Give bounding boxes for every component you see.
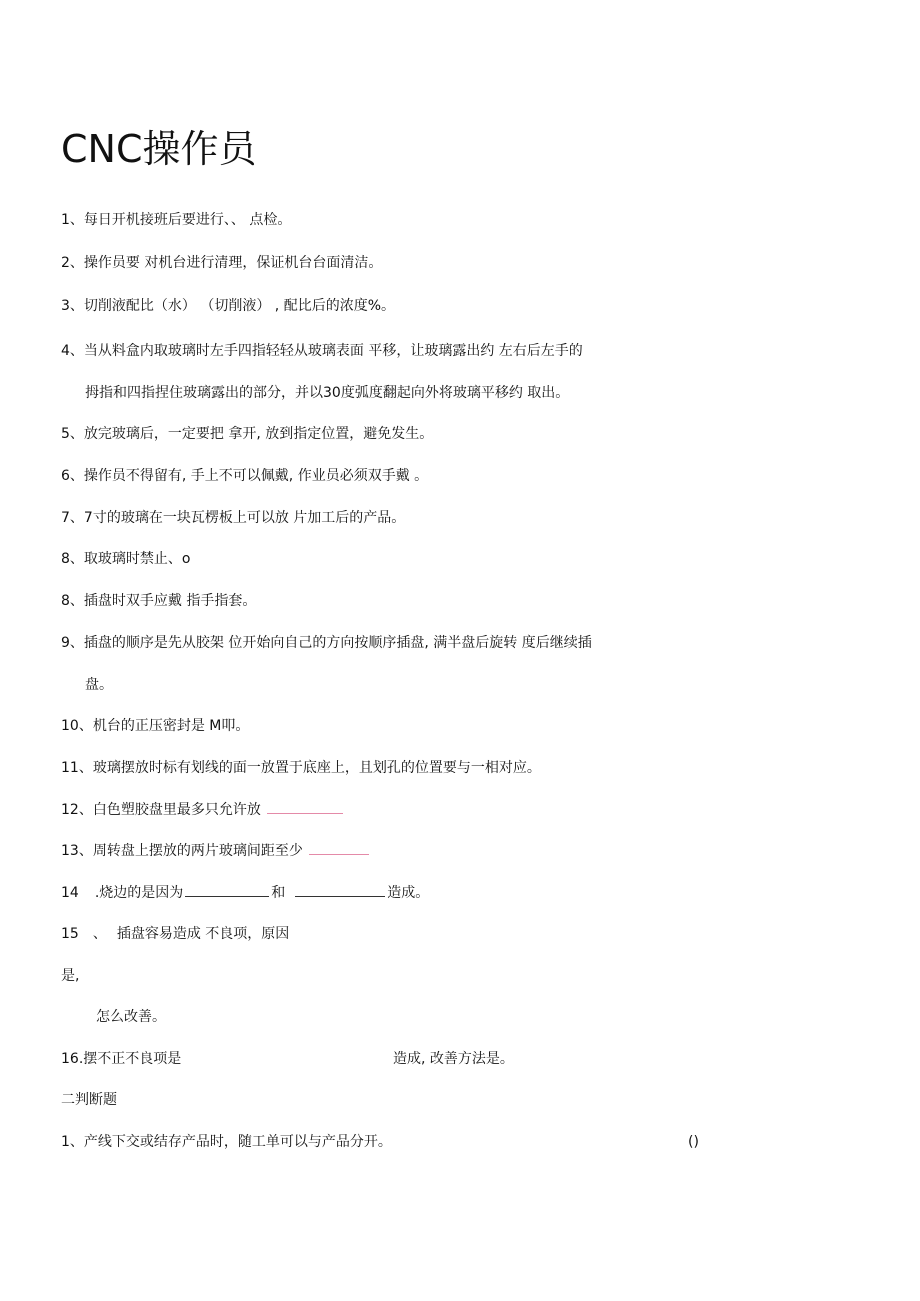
question-15-line-3: 怎么改善。 [96,1009,166,1025]
question-13 [61,842,371,860]
question-15-line-2: 是, [61,968,80,984]
question-1: 1、每日开机接班后要进行、、 点检。 [61,212,292,228]
question-14-end: 造成。 [387,885,430,901]
question-15-text: 插盘容易造成 不良项，原因 [116,926,290,942]
answer-blank[interactable] [267,812,343,814]
answer-blank[interactable] [295,895,385,897]
question-4-line-2: 拇指和四指捏住玻璃露出的部分，并以30度弧度翻起向外将玻璃平移约 取出。 [85,385,570,401]
question-14-text: .烧边的是因为 [94,885,184,901]
question-4-line-1: 4、当从料盒内取玻璃时左手四指轻轻从玻璃表面 平移，让玻璃露出约 左右后左手的 [61,343,583,359]
question-9-line-1: 9、插盘的顺序是先从胶架 位开始向自己的方向按顺序插盘, 满半盘后旋转 度后继续插 [61,635,592,651]
answer-blank[interactable] [185,895,269,897]
section-heading-judgment: 二判断题 [61,1092,117,1108]
question-11: 11、玻璃摆放时标有划线的面一放置于底座上，且划孔的位置要与一相对应。 [61,760,541,776]
question-15-separator: 、 [92,926,107,942]
answer-blank[interactable] [309,853,369,855]
question-3: 3、切削液配比（水） （切削液） , 配比后的浓度%。 [61,298,396,314]
question-15-number: 15 [61,926,79,942]
question-8b: 8、插盘时双手应戴 指手指套。 [61,593,257,609]
judgment-question-1: 1、产线下交或结存产品时，随工单可以与产品分开。 [61,1134,392,1150]
page-title: CNC操作员 [61,127,257,171]
question-9-line-2: 盘。 [85,677,113,693]
question-6: 6、操作员不得留有, 手上不可以佩戴, 作业员必须双手戴 。 [61,468,429,484]
question-15 [61,925,289,943]
question-7: 7、7寸的玻璃在一块瓦楞板上可以放 片加工后的产品。 [61,510,406,526]
question-16-start: 16.摆不正不良项是 [61,1051,182,1067]
question-14-and: 和 [271,885,286,901]
question-10: 10、机台的正压密封是 M叩。 [61,718,250,734]
question-5: 5、放完玻璃后，一定要把 拿开, 放到指定位置，避免发生。 [61,426,434,442]
question-2: 2、操作员要 对机台进行清理，保证机台台面清洁。 [61,255,383,271]
question-13-text: 13、周转盘上摆放的两片玻璃间距至少 [61,843,303,859]
question-12 [61,801,345,819]
question-12-text: 12、白色塑胶盘里最多只允许放 [61,802,261,818]
question-16-end: 造成, 改善方法是。 [393,1051,514,1067]
question-14-number: 14 [61,885,79,901]
answer-parentheses[interactable]: () [688,1134,699,1150]
question-8a: 8、取玻璃时禁止、o [61,551,191,567]
question-14 [61,884,429,902]
